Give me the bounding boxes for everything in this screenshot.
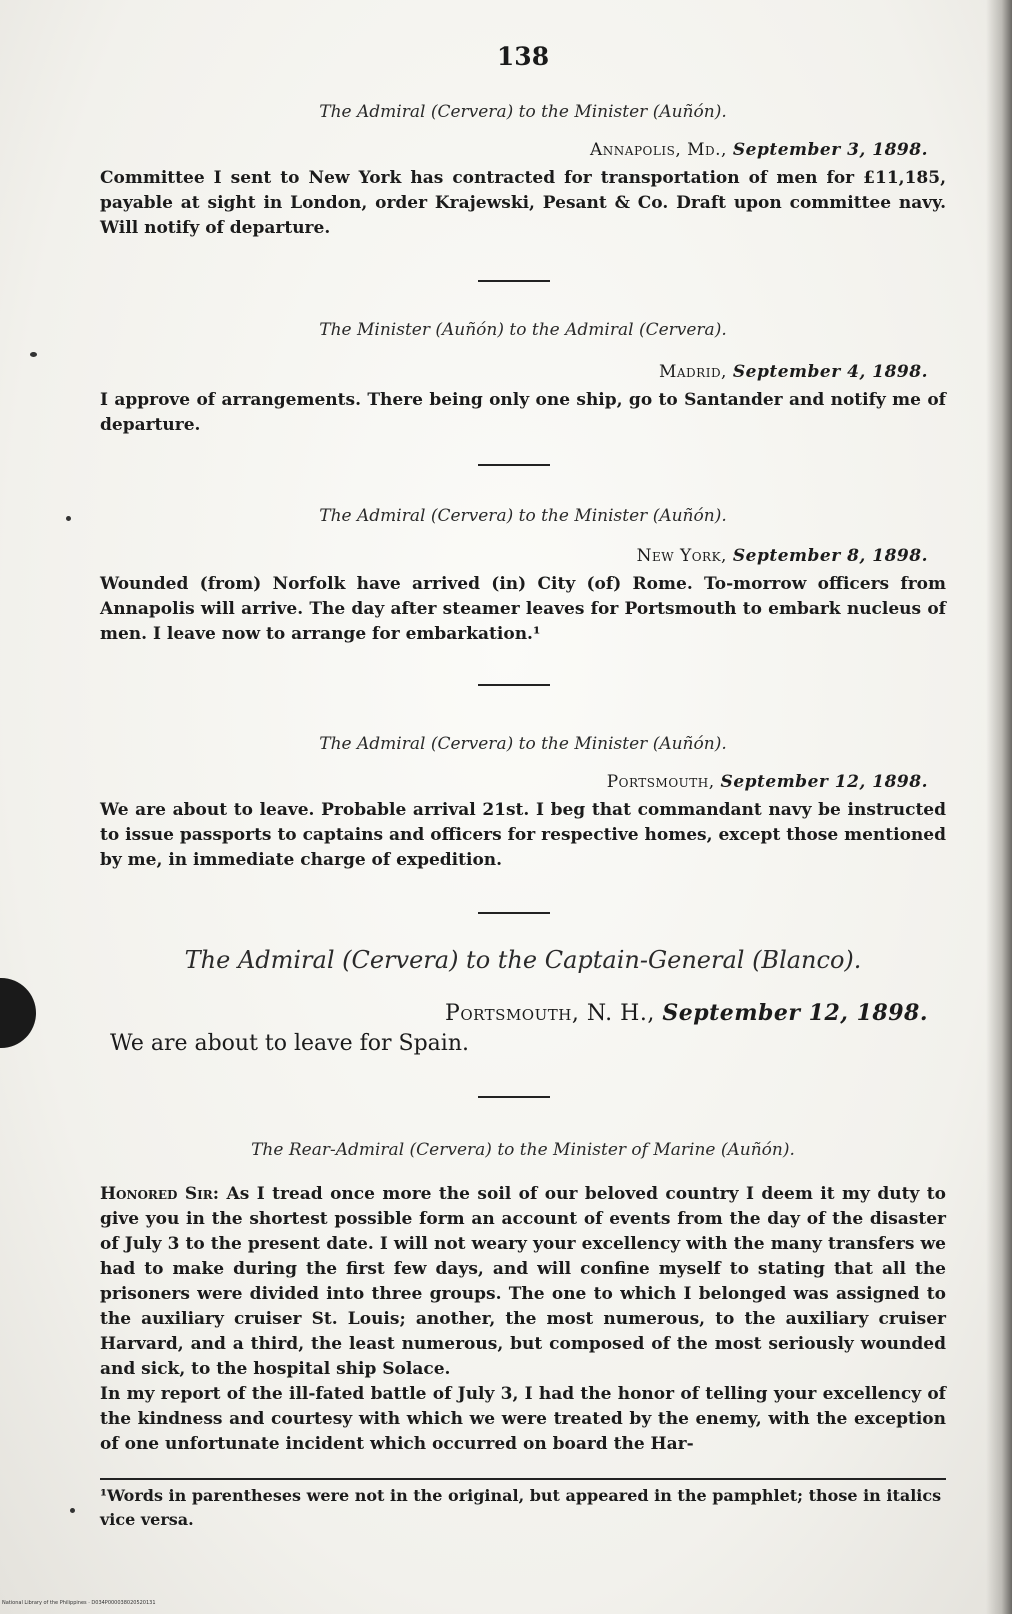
library-imprint: National Library of the Philippines · D034P000038020520131 [2, 1600, 156, 1606]
letter-body [100, 572, 946, 647]
paragraph: We are about to leave for Spain. [110, 1031, 469, 1056]
dateline [637, 546, 928, 566]
dateline-place: Portsmouth, N. H., [445, 1001, 655, 1026]
paragraph: In my report of the ill-fated battle of July 3, I had the honor of telling your excellency of the kindness and courtesy with which we were treated by the enemy, with the exception of one unfortunate incident which occurred on board the Har- [100, 1384, 946, 1454]
ink-speck [66, 516, 71, 521]
letter-body [110, 1030, 956, 1058]
dateline [659, 362, 928, 382]
ink-speck [30, 352, 37, 357]
page-number: 138 [496, 42, 550, 71]
dateline [590, 140, 928, 160]
dateline-date: September 4, 1898. [732, 362, 928, 382]
section-divider [478, 912, 550, 914]
paragraph: We are about to leave. Probable arrival 21st. I beg that commandant navy be instructed to issue passports to captains and officers for respective homes, except those mentioned by me, in immediate charge of expedition. [100, 800, 946, 870]
footnote-rule [100, 1478, 946, 1480]
letter-body [100, 1182, 946, 1457]
paragraph: Committee I sent to New York has contracted for transportation of men for £11,185, payable at sight in London, order Krajewski, Pesant & Co. Draft upon committee navy. Will notify of departure. [100, 168, 946, 238]
letter-body [100, 388, 946, 438]
salutation: Honored Sir: [100, 1184, 220, 1204]
paragraph-text: As I tread once more the soil of our beloved country I deem it my duty to give you in the shortest possible form an account of events from the day of the disaster of July 3 to the present date. I will not weary your excellency with the many transfers we had to make during the first few days, and will confine myself to stating that all the prisoners were divided into three groups. The one to which I belonged was assigned to the auxiliary cruiser St. Louis; another, the most numerous, to the auxiliary cruiser Harvard, and a third, the least numerous, but composed of the most seriously wounded and sick, to the hospital ship Solace. [100, 1184, 946, 1379]
dateline-place: Madrid, [658, 362, 727, 382]
section-divider [478, 280, 550, 282]
letter-heading: The Admiral (Cervera) to the Minister (Auñón). [319, 506, 727, 526]
paragraph [100, 1182, 946, 1382]
letter-heading: The Admiral (Cervera) to the Captain-General (Blanco). [184, 946, 862, 974]
letter-heading: The Admiral (Cervera) to the Minister (Auñón). [319, 734, 727, 754]
section-divider [478, 464, 550, 466]
binding-blot [0, 978, 36, 1048]
dateline-place: New York, [636, 546, 727, 566]
page-edge-shadow [986, 0, 1012, 1614]
letter-body [100, 166, 946, 241]
paragraph: I approve of arrangements. There being only one ship, go to Santander and notify me of departure. [100, 390, 946, 435]
dateline-date: September 12, 1898. [720, 772, 928, 792]
dateline [607, 772, 928, 792]
section-divider [478, 684, 550, 686]
letter-heading: The Admiral (Cervera) to the Minister (Auñón). [319, 102, 727, 122]
letter-heading: The Minister (Auñón) to the Admiral (Cervera). [319, 320, 727, 340]
ink-speck [70, 1508, 75, 1513]
paragraph: Wounded (from) Norfolk have arrived (in) City (of) Rome. To-morrow officers from Annapolis will arrive. The day after steamer leaves for Portsmouth to embark nucleus of men. I leave now to arrange for embarkation.¹ [100, 574, 946, 644]
dateline-place: Portsmouth, [606, 772, 715, 792]
letter-heading: The Rear-Admiral (Cervera) to the Minister of Marine (Auñón). [251, 1140, 795, 1160]
footnote: ¹Words in parentheses were not in the original, but appeared in the pamphlet; those in italics vice versa. [100, 1486, 942, 1529]
dateline-date: September 3, 1898. [732, 140, 928, 160]
dateline [445, 1000, 928, 1026]
dateline-place: Annapolis, Md., [590, 140, 727, 160]
section-divider [478, 1096, 550, 1098]
letter-body [100, 798, 946, 873]
dateline-date: September 8, 1898. [732, 546, 928, 566]
dateline-date: September 12, 1898. [662, 1000, 928, 1026]
